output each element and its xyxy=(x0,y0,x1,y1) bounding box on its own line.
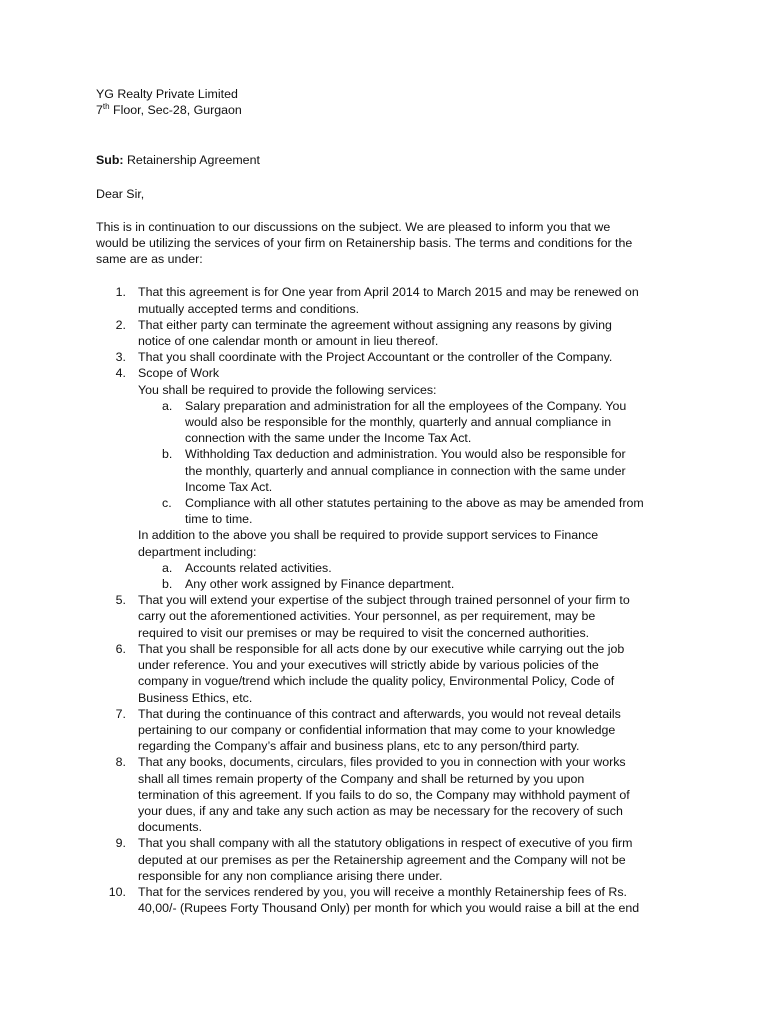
list-item: 5. That you will extend your expertise of the subject through trained personnel of your firm to carry out the aforementioned activities. Your personnel, as per requirement, may be required to visit our premises or may be required to visit the concerned authorities. xyxy=(115,593,630,640)
support-services-list xyxy=(138,560,676,592)
list-item: a. Salary preparation and administration for all the employees of the Company. You would also be responsible for the monthly, quarterly and annual compliance in connection with the same under the Income Tax Act. xyxy=(162,398,627,446)
list-item: 10. That for the services rendered by you, you will receive a monthly Retainership fees of Rs. 40,00/- (Rupees Forty Thousand Only) per month for which you would raise a bill at the end xyxy=(108,884,640,916)
list-item: 8. That any books, documents, circulars, files provided to you in connection with your works shall all times remain property of the Company and shall be returned by you upon termination of this agreement. If you fails to do so, the Company may withhold payment of your dues, if any and take any such action as may be necessary for the recovery of such documents. xyxy=(115,755,630,835)
company-name: YG Realty Private Limited xyxy=(96,87,238,101)
list-item: a. Accounts related activities. xyxy=(162,560,332,575)
list-item: 2. That either party can terminate the agreement without assigning any reasons by giving notice of one calendar month or amount in lieu thereof. xyxy=(115,317,612,349)
letter-page xyxy=(96,86,676,916)
intro-paragraph: This is in continuation to our discussions on the subject. We are pleased to inform you that we would be utilizing the services of your firm on Retainership basis. The terms and conditions for the same are as under: xyxy=(96,219,633,267)
list-item: 7. That during the continuance of this contract and afterwards, you would not reveal details pertaining to our company or confidential information that may come to your knowledge regarding the Company’s affair and business plans, etc to any person/third party. xyxy=(115,706,621,754)
list-item: b. Withholding Tax deduction and administration. You would also be responsible for the monthly, quarterly and annual compliance in connection with the same under Income Tax Act. xyxy=(162,447,626,494)
subject-line: Sub: Retainership Agreement xyxy=(96,153,260,168)
scope-services-list xyxy=(138,398,676,528)
list-item: 9. That you shall company with all the statutory obligations in respect of executive of you firm deputed at our premises as per the Retainership agreement and the Company will not be responsible for any non compliance arising there under. xyxy=(115,836,633,883)
salutation: Dear Sir, xyxy=(96,186,145,201)
list-item-scope-of-work: 4. Scope of Work You shall be required to provide the following services: a. Salary preparation and administration for all the employees of the Company. You would also be responsible for the monthly, quarterly and annual compliance in connection with the same under the Income Tax Act. b. Withholding Tax deduction and administration. You would also be responsible for the monthly, quarterly and annual compliance in connection with the same under Income Tax Act. c. Compliance with all other statutes pertaining to the above as may be amended from time to time. In addition to the above you shall be required to provide support services to Finance department including: a. Accounts related activities. b. Any other work assigned by Finance department. xyxy=(96,365,676,592)
terms-list xyxy=(96,284,676,916)
company-address: 7th Floor, Sec-28, Gurgaon xyxy=(96,102,242,118)
recipient-address xyxy=(96,86,676,118)
list-item: c. Compliance with all other statutes pertaining to the above as may be amended from time to time. xyxy=(162,496,644,527)
list-item: 3. That you shall coordinate with the Project Accountant or the controller of the Company. xyxy=(115,350,613,365)
list-item: 6. That you shall be responsible for all acts done by our executive while carrying out the job under reference. You and your executives will strictly abide by various policies of the company in vogue/trend which include the quality policy, Environmental Policy, Code of Business Ethics, etc. xyxy=(115,641,625,705)
support-intro: In addition to the above you shall be required to provide support services to Finance xyxy=(138,528,599,543)
list-item: 1. That this agreement is for One year from April 2014 to March 2015 and may be renewed on mutually accepted terms and conditions. xyxy=(115,285,639,316)
list-item: b. Any other work assigned by Finance department. xyxy=(162,577,455,592)
